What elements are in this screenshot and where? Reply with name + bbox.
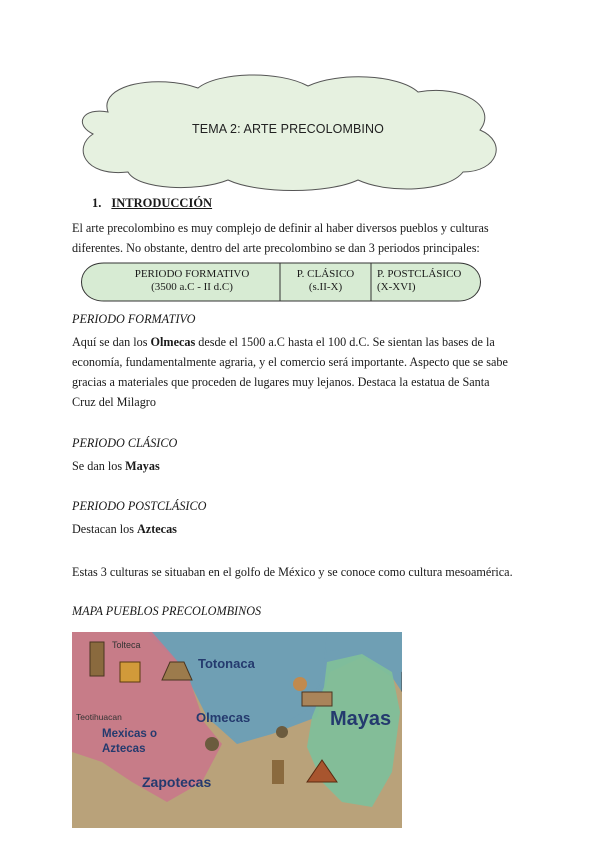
period-clasico-label: P. CLÁSICO <box>296 268 355 280</box>
clasico-text: Se dan los <box>72 459 126 473</box>
map-label-zapotecas: Zapotecas <box>142 774 212 790</box>
map-caption: MAPA PUEBLOS PRECOLOMBINOS <box>72 604 262 618</box>
clasico-paragraph <box>72 456 516 476</box>
map-label-aztecas: Aztecas <box>102 743 146 755</box>
intro-paragraph: El arte precolombino es muy complejo de definir al haber diversos pueblos y culturas diferentes. No obstante, dentro del arte precolombino se dan 3 periodos principales: <box>72 221 489 255</box>
postclasico-paragraph <box>72 519 516 539</box>
period-clasico-dates: (s.II-X) <box>308 281 343 293</box>
section-heading <box>92 196 212 211</box>
period-timeline <box>74 262 488 302</box>
clasico-bold: Mayas <box>125 459 160 473</box>
map-label-mayas: Mayas <box>330 708 392 730</box>
map-label-olmecas: Olmecas <box>196 710 251 725</box>
precolumbian-map <box>72 632 402 828</box>
formativo-heading: PERIODO FORMATIVO <box>72 312 196 326</box>
page-title: TEMA 2: ARTE PRECOLOMBINO <box>192 122 384 136</box>
section-number: 1. <box>92 196 102 210</box>
map-label-mexicas: Mexicas o <box>102 728 157 740</box>
clasico-heading: PERIODO CLÁSICO <box>72 436 178 450</box>
period-formativo-cell <box>104 268 280 294</box>
period-postclasico-cell <box>371 268 469 294</box>
formativo-bold: Olmecas <box>150 335 196 349</box>
postclasico-text: Destacan los <box>72 522 137 536</box>
map-label-teotihuacan: Teotihuacan <box>76 712 122 722</box>
formativo-text-1: Aquí se dan los <box>72 335 151 349</box>
postclasico-bold: Aztecas <box>136 522 177 536</box>
summary-paragraph: Estas 3 culturas se situaban en el golfo de México y se conoce como cultura mesoamérica. <box>72 565 513 579</box>
period-clasico-cell <box>280 268 371 294</box>
postclasico-heading: PERIODO POSTCLÁSICO <box>72 499 207 513</box>
title-cloud <box>68 72 508 192</box>
period-postclasico-label: P. POSTCLÁSICO <box>377 268 462 280</box>
period-postclasico-dates: (X-XVI) <box>377 281 416 293</box>
period-formativo-label: PERIODO FORMATIVO <box>134 268 250 280</box>
map-label-totonaca: Totonaca <box>198 656 255 671</box>
formativo-text-2: desde el 1500 a.C hasta el 100 d.C. Se sientan las bases de la economía, fundamentalmente agraria, y el comercio será importante. Aspecto que se sabe gracias a materiales que proceden de lugares muy lejanos. Destaca la estatua de Santa Cruz del Milagro <box>72 335 508 409</box>
section-title: INTRODUCCIÓN <box>111 196 213 210</box>
period-formativo-dates: (3500 a.C - II d.C) <box>151 281 233 293</box>
formativo-paragraph <box>72 332 516 412</box>
map-label-tolteca: Tolteca <box>112 640 141 650</box>
